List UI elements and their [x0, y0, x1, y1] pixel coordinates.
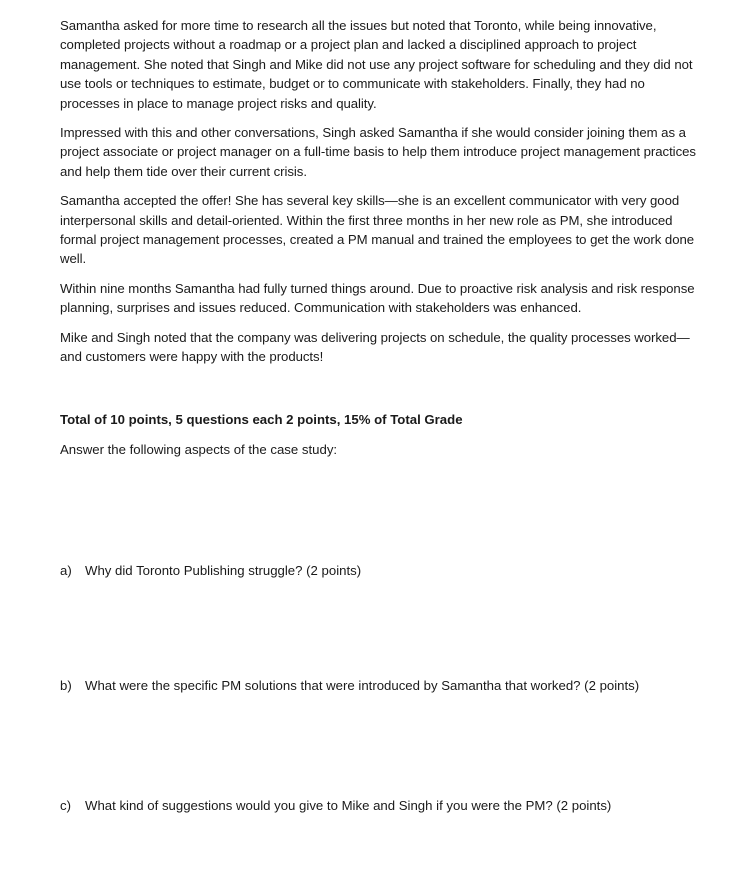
case-study-text — [60, 16, 700, 377]
question-b — [60, 676, 639, 695]
instruction-text: Answer the following aspects of the case study: — [60, 442, 338, 457]
question-label: c) — [60, 798, 71, 813]
question-label: a) — [60, 563, 72, 578]
grade-heading: Total of 10 points, 5 questions each 2 points, 15% of Total Grade — [60, 412, 463, 427]
question-a — [60, 561, 361, 580]
paragraph-turnaround: Within nine months Samantha had fully turned things around. Due to proactive risk analysis and risk response planning, surprises and issues reduced. Communication with stakeholders was enhanced. — [60, 280, 695, 316]
paragraph-outcome: Mike and Singh noted that the company was delivering projects on schedule, the quality processes worked—and customers were happy with the products! — [60, 329, 690, 365]
paragraph-job-offer: Impressed with this and other conversations, Singh asked Samantha if she would consider joining them as a project associate or project manager on a full-time basis to help them introduce project management practices and help them tide over their current crisis. — [60, 125, 696, 179]
question-text: Why did Toronto Publishing struggle? (2 points) — [85, 563, 362, 578]
question-text: What were the specific PM solutions that were introduced by Samantha that worked? (2 points) — [85, 678, 640, 693]
question-label: b) — [60, 678, 72, 693]
question-c — [60, 796, 611, 815]
question-text: What kind of suggestions would you give to Mike and Singh if you were the PM? (2 points) — [85, 798, 612, 813]
paragraph-research-findings: Samantha asked for more time to research all the issues but noted that Toronto, while being innovative, completed projects without a roadmap or a project plan and lacked a disciplined approach to project management. She noted that Singh and Mike did not use any project software for scheduling and they did not use tools or techniques to estimate, budget or to communicate with stakeholders. Finally, they had no processes in place to manage project risks and quality. — [60, 18, 693, 111]
paragraph-accepted-offer: Samantha accepted the offer! She has several key skills—she is an excellent communicator with very good interpersonal skills and detail-oriented. Within the first three months in her new role as PM, she introduced formal project management processes, created a PM manual and trained the employees to get the work done well. — [60, 193, 695, 267]
